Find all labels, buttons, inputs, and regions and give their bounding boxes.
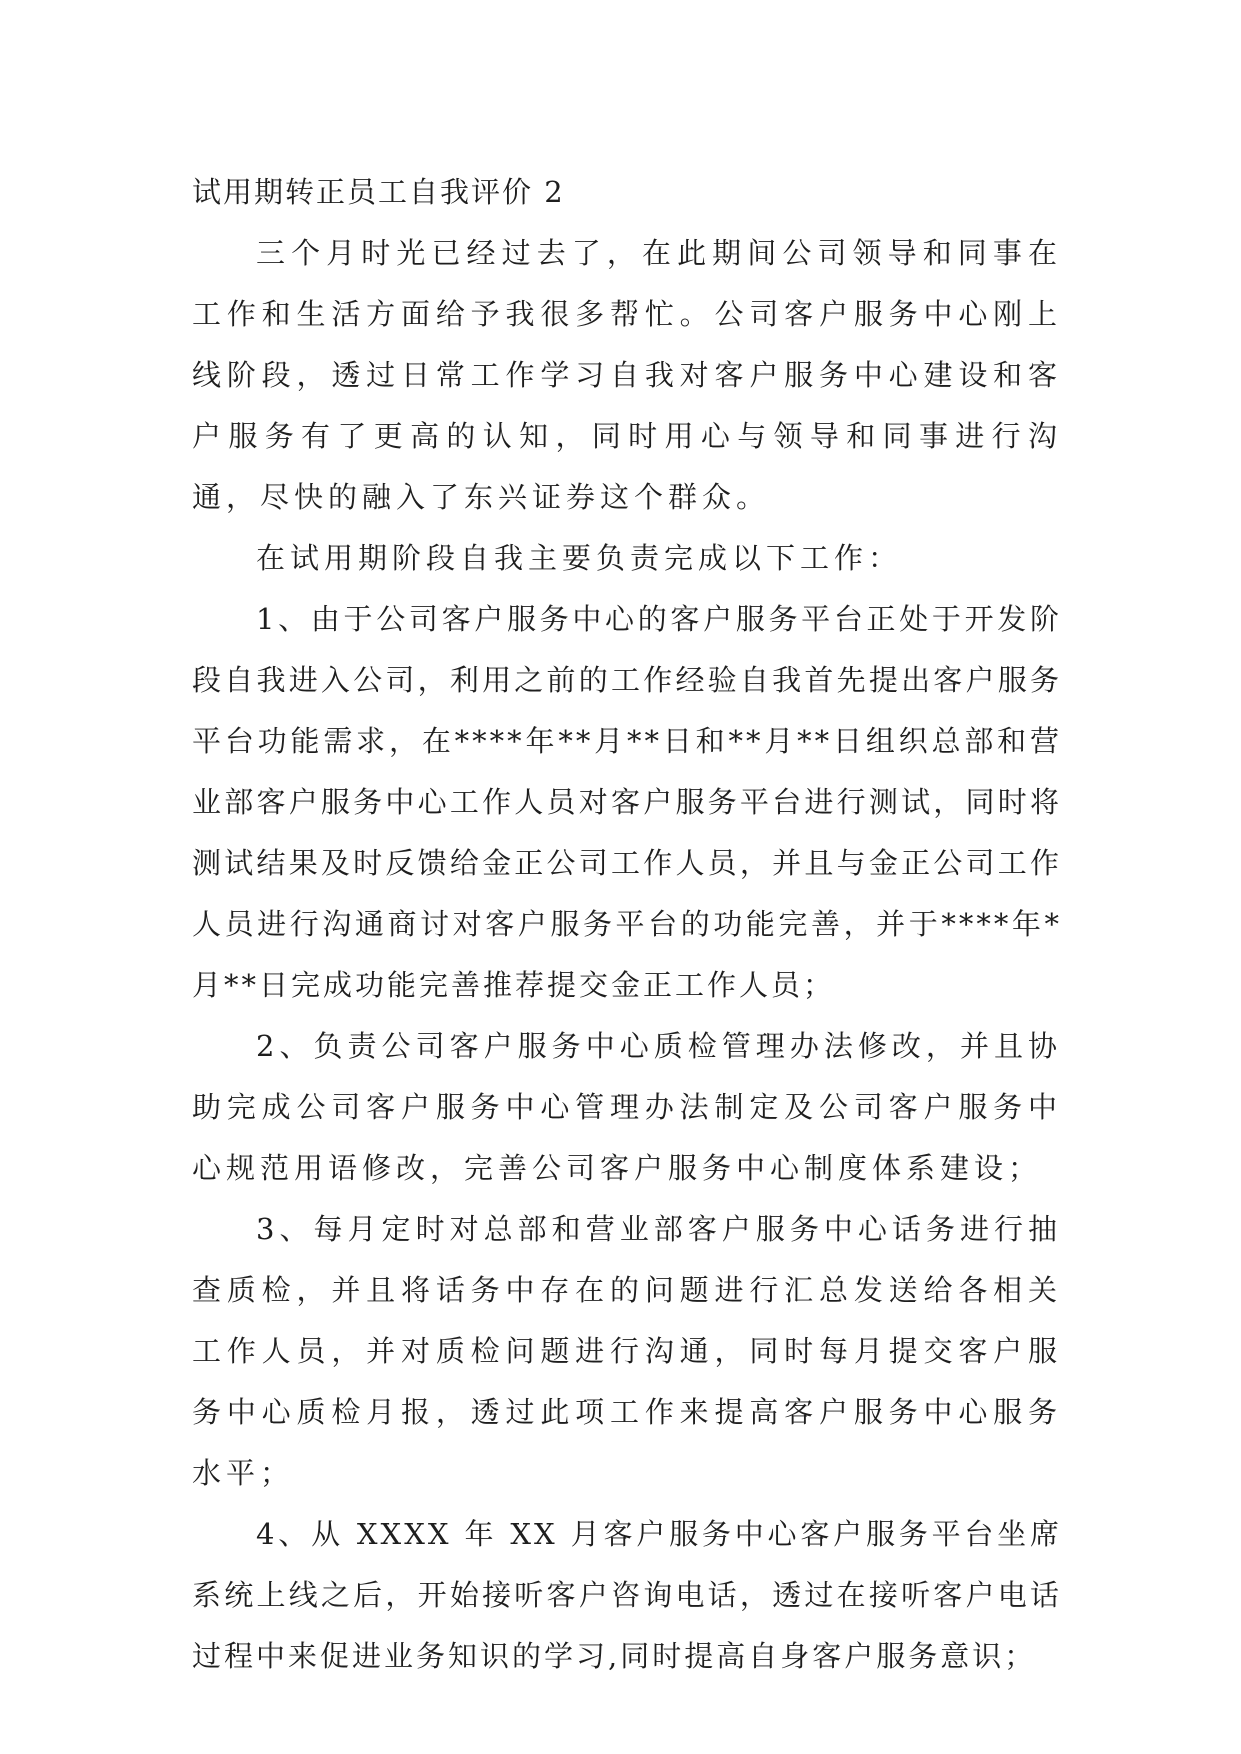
document-page bbox=[192, 162, 1062, 1687]
paragraph-intro: 三个月时光已经过去了，在此期间公司领导和同事在工作和生活方面给予我很多帮忙。公司客户服务中心刚上线阶段，透过日常工作学习自我对客户服务中心建设和客户服务有了更高的认知，同时用心与领导和同事进行沟通，尽快的融入了东兴证券这个群众。 bbox=[192, 236, 1062, 514]
document-title: 试用期转正员工自我评价 2 bbox=[192, 175, 565, 209]
paragraph-item-4: 4、从 XXXX 年 XX 月客户服务中心客户服务平台坐席系统上线之后，开始接听客户咨询电话，透过在接听客户电话过程中来促进业务知识的学习,同时提高自身客户服务意识； bbox=[192, 1517, 1062, 1673]
paragraph-item-1: 1、由于公司客户服务中心的客户服务平台正处于开发阶段自我进入公司，利用之前的工作经验自我首先提出客户服务平台功能需求，在****年**月**日和**月**日组织总部和营业部客户服务中心工作人员对客户服务平台进行测试，同时将测试结果及时反馈给金正公司工作人员，并且与金正公司工作人员进行沟通商讨对客户服务平台的功能完善，并于****年*月**日完成功能完善推荐提交金正工作人员； bbox=[192, 602, 1062, 1002]
paragraph-item-3: 3、每月定时对总部和营业部客户服务中心话务进行抽查质检，并且将话务中存在的问题进行汇总发送给各相关工作人员，并对质检问题进行沟通，同时每月提交客户服务中心质检月报，透过此项工作来提高客户服务中心服务水平； bbox=[192, 1212, 1062, 1490]
paragraph-work-summary: 在试用期阶段自我主要负责完成以下工作： bbox=[256, 541, 903, 575]
paragraph-item-2: 2、负责公司客户服务中心质检管理办法修改，并且协助完成公司客户服务中心管理办法制定及公司客户服务中心规范用语修改，完善公司客户服务中心制度体系建设； bbox=[192, 1029, 1062, 1185]
